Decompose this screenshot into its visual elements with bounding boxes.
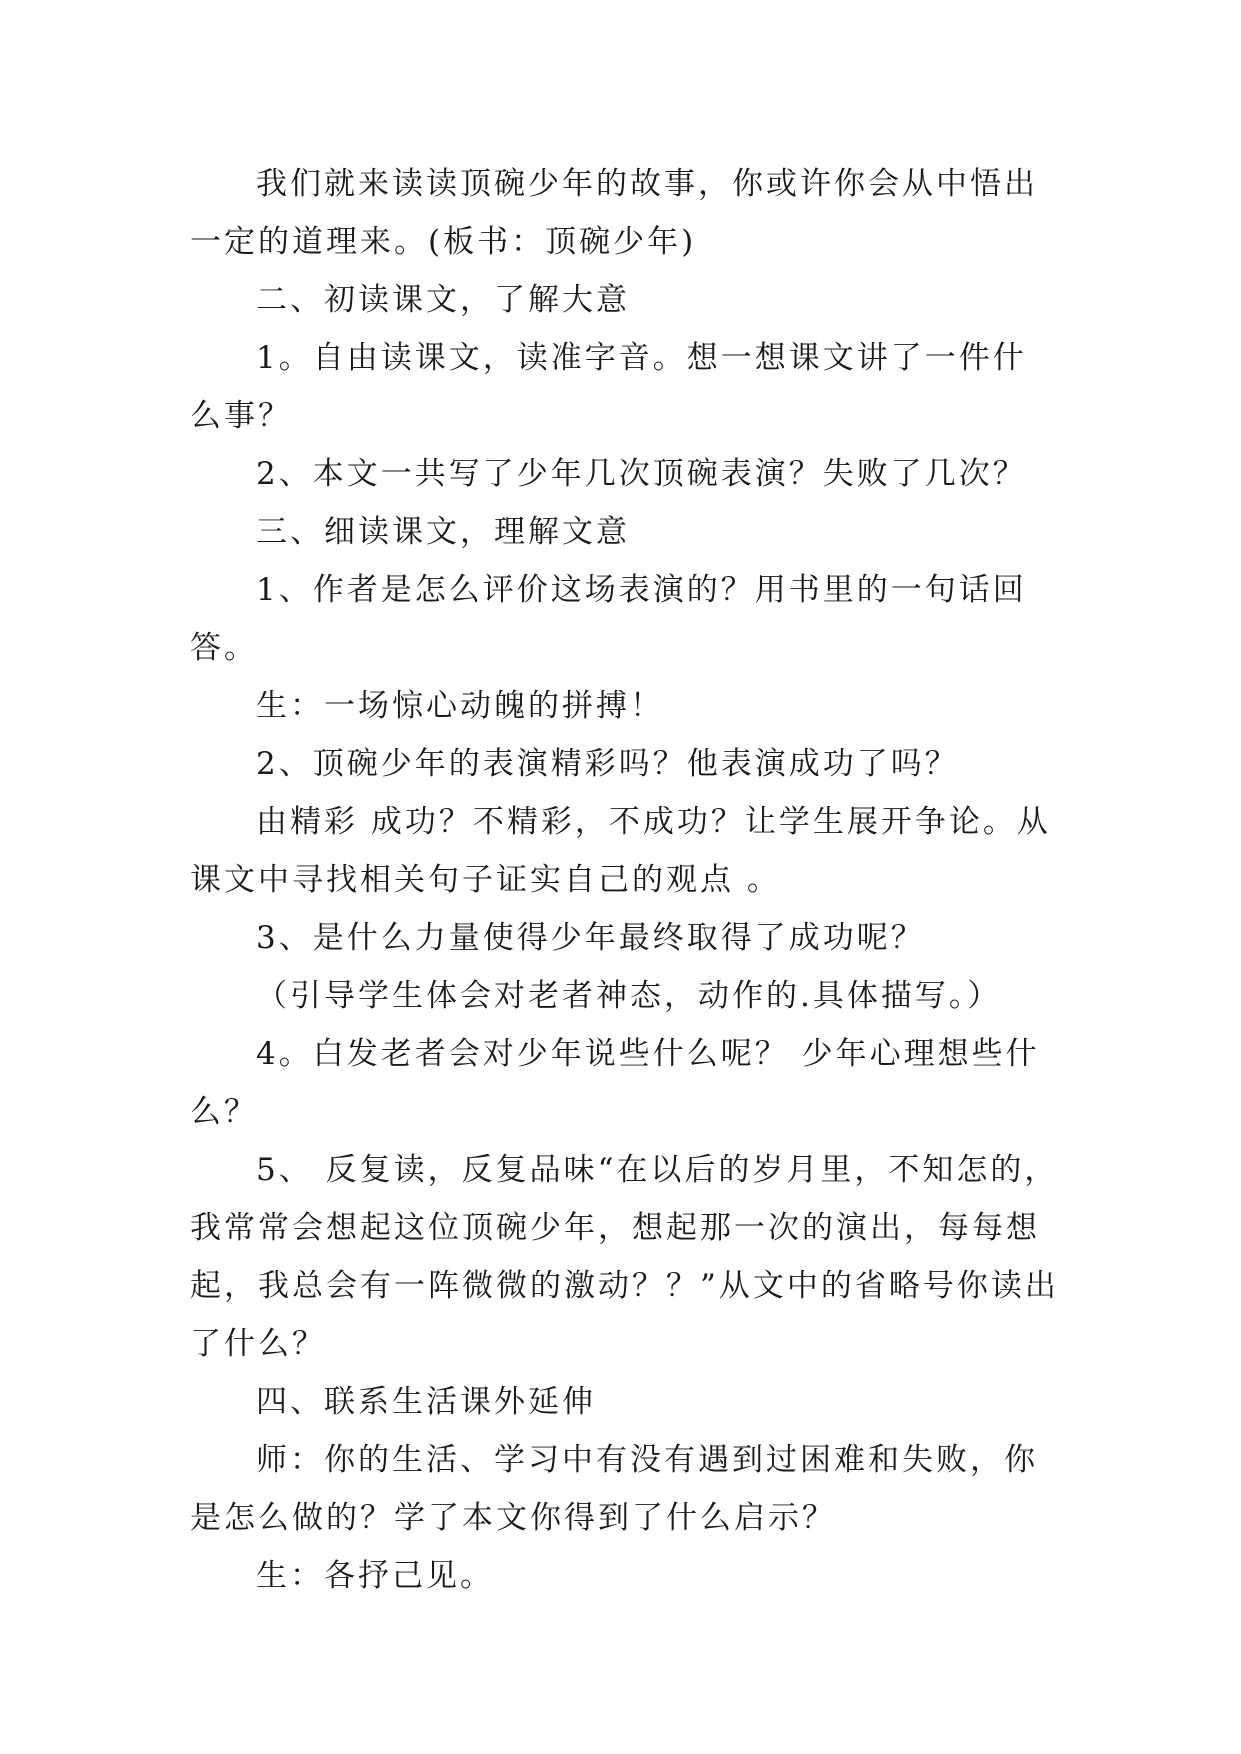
paragraph-item: 2、顶碗少年的表演精彩吗？他表演成功了吗？ bbox=[256, 746, 959, 782]
paragraph-item: 2、本文一共写了少年几次顶碗表演？失败了几次？ bbox=[256, 456, 1027, 492]
paragraph-item: 师：你的生活、学习中有没有遇到过困难和失败，你是怎么做的？学了本文你得到了什么启示？ bbox=[190, 1442, 1038, 1536]
paragraph-item: （引导学生体会对老者神态，动作的.具体描写。） bbox=[256, 978, 1002, 1014]
paragraph-item: 生：各抒己见。 bbox=[256, 1558, 494, 1594]
paragraph-item: 生：一场惊心动魄的拼搏！ bbox=[256, 688, 664, 724]
paragraph-intro: 我们就来读读顶碗少年的故事，你或许你会从中悟出一定的道理来。(板书：顶碗少年) bbox=[190, 166, 1038, 260]
paragraph-item: 5、 反复读，反复品味“在以后的岁月里，不知怎的，我常常会想起这位顶碗少年，想起那一次的演出，每每想起，我总会有一阵微微的激动？？”从文中的省略号你读出了什么？ bbox=[190, 1152, 1059, 1362]
paragraph-item: 由精彩 成功？不精彩，不成功？让学生展开争论。从课文中寻找相关句子证实自己的观点 。 bbox=[190, 804, 1051, 898]
document-body bbox=[190, 155, 1060, 1605]
heading-section-2: 二、初读课文，了解大意 bbox=[256, 282, 630, 318]
heading-section-4: 四、联系生活课外延伸 bbox=[256, 1384, 596, 1420]
paragraph-item: 1。自由读课文，读准字音。想一想课文讲了一件什么事？ bbox=[190, 340, 1027, 434]
paragraph-item: 3、是什么力量使得少年最终取得了成功呢？ bbox=[256, 920, 925, 956]
heading-section-3: 三、细读课文，理解文意 bbox=[256, 514, 630, 550]
paragraph-item: 4。白发老者会对少年说些什么呢？ 少年心理想些什么？ bbox=[190, 1036, 1040, 1130]
paragraph-item: 1、作者是怎么评价这场表演的？用书里的一句话回答。 bbox=[190, 572, 1027, 666]
